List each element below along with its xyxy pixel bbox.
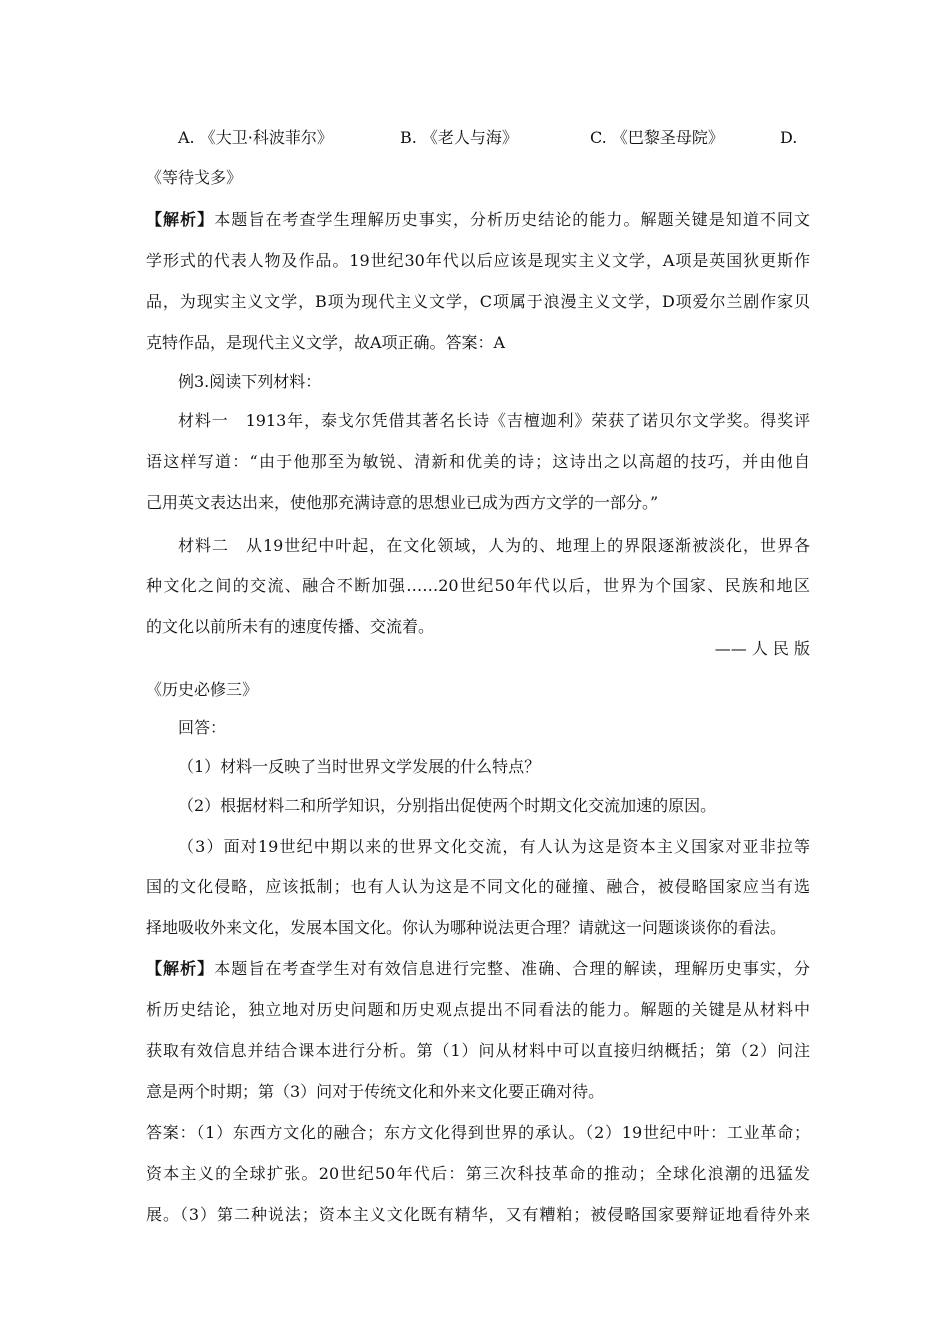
source-book: 《历史必修三》 bbox=[146, 680, 259, 699]
analysis2-line: 析历史结论，独立地对历史问题和历史观点提出不同看法的能力。解题的关键是从材料中 bbox=[146, 1000, 810, 1019]
answer-line: 资本主义的全球扩张。20世纪50年代后：第三次科技革命的推动；全球化浪潮的迅猛发 bbox=[146, 1164, 810, 1183]
material2-line: 的文化以前所未有的速度传播、交流着。 bbox=[146, 617, 435, 636]
analysis1-line: 【解析】本题旨在考查学生理解历史事实，分析历史结论的能力。解题关键是知道不同文 bbox=[146, 210, 810, 229]
analysis1-line: 克特作品，是现代主义文学，故A项正确。答案：A bbox=[146, 333, 506, 352]
source-credit: —— 人 民 版 bbox=[714, 639, 810, 658]
answer-prompt: 回答： bbox=[178, 718, 227, 737]
question-3-line: 择地吸收外来文化，发展本国文化。你认为哪种说法更合理？请就这一问题谈谈你的看法。 bbox=[146, 918, 787, 937]
material1-line: 材料一 1913年，泰戈尔凭借其著名长诗《吉檀迦利》荣获了诺贝尔文学奖。得奖评 bbox=[178, 411, 810, 430]
example-heading: 例3.阅读下列材料： bbox=[178, 372, 322, 391]
answer-line: 展。（3）第二种说法；资本主义文化既有精华，又有糟粕；被侵略国家要辩证地看待外来 bbox=[146, 1205, 810, 1224]
material2-line: 材料二 从19世纪中叶起，在文化领域，人为的、地理上的界限逐渐被淡化，世界各 bbox=[178, 536, 810, 555]
analysis2-line: 【解析】本题旨在考查学生对有效信息进行完整、准确、合理的解读，理解历史事实，分 bbox=[146, 959, 810, 978]
answer-line: 答案：（1）东西方文化的融合；东方文化得到世界的承认。（2）19世纪中叶：工业革命； bbox=[146, 1123, 810, 1142]
question-3-line: （3）面对19世纪中期以来的世界文化交流，有人认为这是资本主义国家对亚非拉等 bbox=[178, 837, 810, 856]
option-c: C. 《巴黎圣母院》 bbox=[590, 128, 724, 147]
material1-line: 语这样写道：“由于他那至为敏锐、清新和优美的诗；这诗出之以高超的技巧，并由他自 bbox=[146, 452, 810, 471]
question-2: （2）根据材料二和所学知识，分别指出促使两个时期文化交流加速的原因。 bbox=[178, 796, 717, 815]
material1-line: 己用英文表达出来，使他那充满诗意的思想业已成为西方文学的一部分。” bbox=[146, 493, 659, 512]
option-d: D. bbox=[780, 128, 798, 147]
option-b: B. 《老人与海》 bbox=[400, 128, 518, 147]
analysis-tag: 【解析】 bbox=[146, 210, 215, 229]
analysis1-line: 品，为现实主义文学，B项为现代主义文学，C项属于浪漫主义文学，D项爱尔兰剧作家贝 bbox=[146, 292, 810, 311]
analysis1-line: 学形式的代表人物及作品。19世纪30年代以后应该是现实主义文学，A项是英国狄更斯作 bbox=[146, 251, 810, 270]
option-d-title: 《等待戈多》 bbox=[146, 168, 243, 187]
analysis-tag: 【解析】 bbox=[146, 959, 215, 978]
analysis2-line: 意是两个时期；第（3）问对于传统文化和外来文化要正确对待。 bbox=[146, 1082, 605, 1101]
question-1: （1）材料一反映了当时世界文学发展的什么特点？ bbox=[178, 757, 541, 776]
question-3-line: 国的文化侵略，应该抵制；也有人认为这是不同文化的碰撞、融合，被侵略国家应当有选 bbox=[146, 877, 810, 896]
analysis2-line: 获取有效信息并结合课本进行分析。第（1）问从材料中可以直接归纳概括；第（2）问注 bbox=[146, 1041, 810, 1060]
option-a: A. 《大卫·科波菲尔》 bbox=[178, 128, 333, 147]
material2-line: 种文化之间的交流、融合不断加强……20世纪50年代以后，世界为个国家、民族和地区 bbox=[146, 576, 810, 595]
